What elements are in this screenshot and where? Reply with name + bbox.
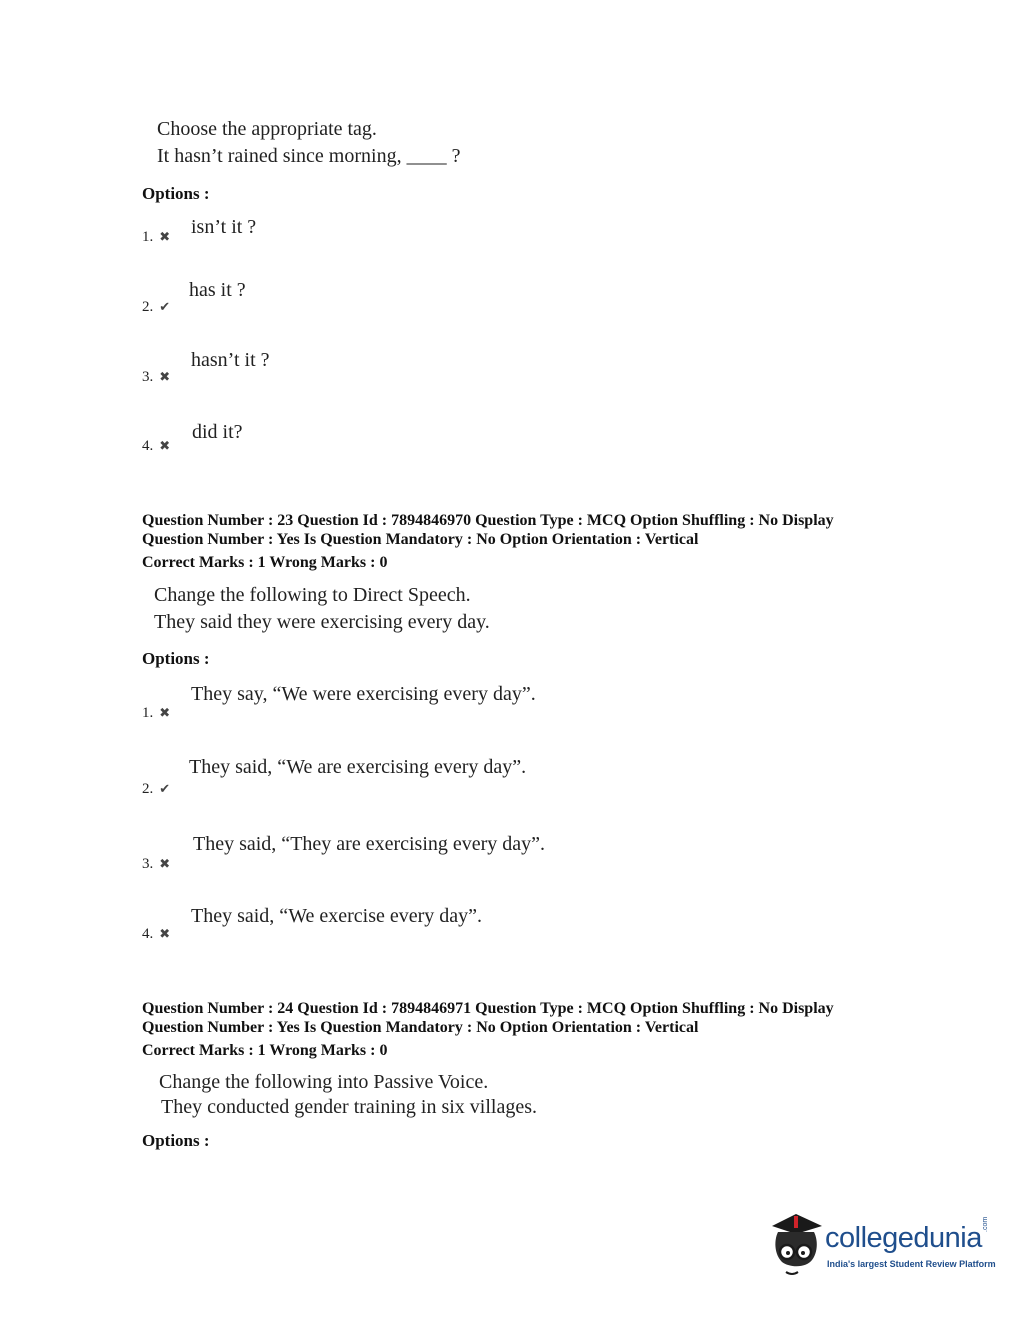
option-number: 3.	[142, 369, 154, 385]
question-24-meta-3: Correct Marks : 1 Wrong Marks : 0	[142, 1042, 388, 1059]
question-23-meta-2: Question Number : Yes Is Question Mandatory : No Option Orientation : Vertical	[142, 531, 699, 548]
question-23-line-2: They said they were exercising every day.	[154, 611, 490, 633]
question-24-line-1: Change the following into Passive Voice.	[159, 1071, 489, 1093]
option-1-text: isn’t it ?	[191, 216, 257, 238]
cross-icon: ✖	[159, 229, 171, 244]
options-label: Options :	[142, 1131, 210, 1150]
option-number: 4.	[142, 438, 154, 454]
option-4-marker	[142, 925, 170, 943]
cross-icon: ✖	[159, 926, 171, 941]
cross-icon: ✖	[159, 369, 171, 384]
option-number: 1.	[142, 705, 154, 721]
option-number: 1.	[142, 229, 154, 245]
option-2-marker	[142, 780, 170, 798]
option-4-text: did it?	[192, 421, 243, 443]
option-number: 3.	[142, 856, 154, 872]
option-3-text: hasn’t it ?	[191, 349, 270, 371]
cross-icon: ✖	[159, 856, 171, 871]
cross-icon: ✖	[159, 438, 171, 453]
collegedunia-logo	[768, 1210, 998, 1280]
option-1-text: They say, “We were exercising every day”.	[191, 683, 536, 705]
question-24-meta-1: Question Number : 24 Question Id : 7894846971 Question Type : MCQ Option Shuffling : No Display	[142, 1000, 834, 1017]
check-icon: ✔	[159, 299, 171, 314]
cross-icon: ✖	[159, 705, 171, 720]
logo-suffix: .com	[982, 1216, 989, 1232]
question-23-line-1: Change the following to Direct Speech.	[154, 584, 471, 606]
option-3-marker	[142, 855, 170, 873]
option-2-marker	[142, 298, 170, 316]
option-4-marker	[142, 437, 170, 455]
check-icon: ✔	[159, 781, 171, 796]
option-3-marker	[142, 368, 170, 386]
question-24-meta-2: Question Number : Yes Is Question Mandatory : No Option Orientation : Vertical	[142, 1019, 699, 1036]
question-22-line-1: Choose the appropriate tag.	[157, 118, 377, 140]
option-3-text: They said, “They are exercising every day”.	[193, 833, 546, 855]
mascot-icon	[768, 1210, 826, 1280]
question-23-meta-1: Question Number : 23 Question Id : 7894846970 Question Type : MCQ Option Shuffling : No Display	[142, 512, 834, 529]
question-22-line-2: It hasn’t rained since morning, ____ ?	[157, 145, 461, 167]
question-23-meta-3: Correct Marks : 1 Wrong Marks : 0	[142, 554, 388, 571]
logo-wordmark: collegedunia	[825, 1222, 982, 1254]
options-label: Options :	[142, 184, 210, 203]
option-number: 4.	[142, 926, 154, 942]
question-24-line-2: They conducted gender training in six villages.	[161, 1096, 538, 1118]
option-2-text: They said, “We are exercising every day”.	[189, 756, 527, 778]
option-2-text: has it ?	[189, 279, 246, 301]
option-4-text: They said, “We exercise every day”.	[191, 905, 483, 927]
option-1-marker	[142, 228, 170, 246]
option-1-marker	[142, 704, 170, 722]
option-number: 2.	[142, 781, 154, 797]
option-number: 2.	[142, 299, 154, 315]
logo-tagline: India's largest Student Review Platform	[827, 1259, 996, 1269]
options-label: Options :	[142, 649, 210, 668]
